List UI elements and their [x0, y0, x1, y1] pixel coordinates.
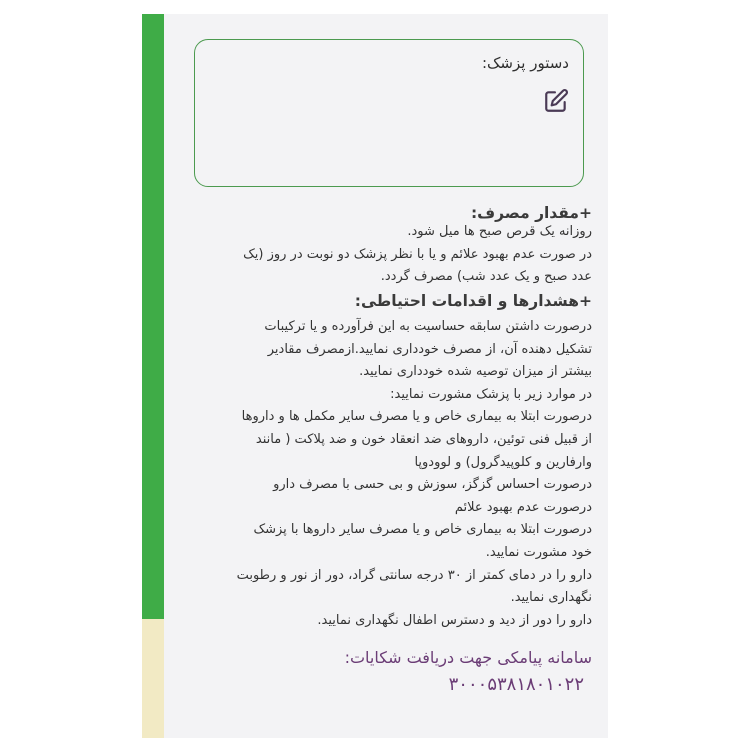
cream-stripe: [142, 619, 164, 738]
dosage-text: [178, 221, 592, 289]
warning-line: تشکیل دهنده آن، از مصرف خودداری نمایید.ازمصرف مقادیر: [267, 341, 592, 357]
warning-line: دارو را در دمای کمتر از ۳۰ درجه سانتی گراد، دور از نور و رطوبت: [236, 567, 592, 583]
prescription-title: دستور پزشک:: [481, 54, 569, 72]
edit-icon: [543, 88, 569, 114]
warning-line: دارو را دور از دید و دسترس اطفال نگهداری نمایید.: [317, 612, 592, 628]
prescription-box: [194, 39, 584, 187]
warning-line: درصورت ابتلا به بیماری خاص و یا مصرف سایر داروها با پزشک: [253, 522, 592, 538]
warning-line: درصورت احساس گزگز، سوزش و بی حسی با مصرف دارو: [273, 477, 592, 493]
dosage-heading: +مقدار مصرف:: [470, 204, 592, 222]
warning-line: خود مشورت نمایید.: [485, 544, 592, 560]
dosage-line: در صورت عدم بهبود علائم و یا با نظر پزشک دو نوبت در روز (یک: [243, 246, 592, 262]
warning-line: وارفارین و کلوپیدگرول) و لوودوپا: [414, 454, 592, 470]
warnings-text: [178, 316, 592, 632]
leaflet-content: [178, 14, 592, 738]
dosage-line: روزانه یک قرص صبح ها میل شود.: [407, 224, 592, 239]
green-stripe: [142, 14, 164, 619]
warnings-heading: +هشدارها و اقدامات احتیاطی:: [354, 292, 592, 310]
warning-line: از قبیل فنی توئین، داروهای ضد انعقاد خون و ضد پلاکت ( مانند: [255, 431, 592, 447]
warning-line: نگهداری نمایید.: [510, 590, 592, 606]
leaflet-card: [142, 14, 608, 738]
warning-line: درصورت عدم بهبود علائم: [454, 499, 592, 515]
complaints-phone: ۳۰۰۰۵۳۸۱۸۰۱۰۲۲: [448, 674, 584, 695]
warning-line: در موارد زیر با پزشک مشورت نمایید:: [390, 386, 592, 402]
complaints-title: سامانه پیامکی جهت دریافت شکایات:: [344, 648, 592, 667]
warning-line: درصورت ابتلا به بیماری خاص و یا مصرف سایر مکمل ها و داروها: [241, 409, 592, 425]
warning-line: بیشتر از میزان توصیه شده خودداری نمایید.: [359, 364, 592, 380]
warning-line: درصورت داشتن سابقه حساسیت به این فرآورده و یا ترکیبات: [264, 319, 592, 334]
dosage-line: عدد صبح و یک عدد شب) مصرف گردد.: [380, 269, 592, 285]
